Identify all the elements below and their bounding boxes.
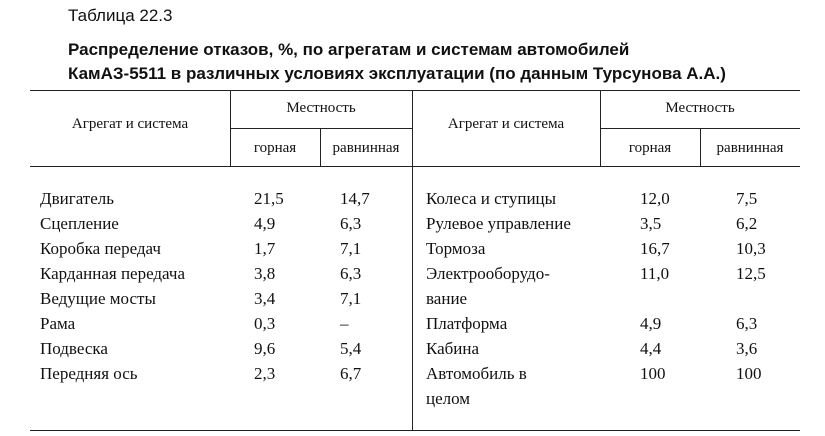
row-plain: 6,3: [340, 264, 362, 283]
title-line-1: Распределение отказов, %, по агрегатам и системам автомобилей: [68, 40, 630, 59]
row-name: Ведущие мосты: [40, 289, 156, 308]
row-name-continued: целом: [426, 389, 471, 408]
row-plain: –: [340, 314, 349, 333]
header-mountain-right: горная: [628, 140, 672, 156]
row-plain: 10,3: [736, 239, 766, 258]
row-name: Подвеска: [40, 339, 108, 358]
header-mountain-left: горная: [253, 140, 297, 156]
row-name: Рулевое управление: [426, 214, 571, 233]
row-mountain: 4,9: [254, 214, 276, 233]
row-mountain: 21,5: [254, 189, 284, 208]
top-border: [30, 90, 800, 91]
row-mountain: 11,0: [640, 264, 670, 283]
row-name: Рама: [40, 314, 76, 333]
row-plain: 6,3: [736, 314, 758, 333]
table-title: [68, 38, 818, 86]
row-mountain: 100: [640, 364, 666, 383]
row-mountain: 3,5: [640, 214, 662, 233]
header-terrain-left: Местность: [286, 100, 356, 116]
row-name: Электрооборудо-: [426, 264, 550, 283]
row-name: Коробка передач: [40, 239, 161, 258]
row-plain: 6,2: [736, 214, 758, 233]
row-mountain: 4,9: [640, 314, 662, 333]
divider-middle: [412, 90, 413, 430]
row-mountain: 3,8: [254, 264, 276, 283]
header-plain-left: равнинная: [332, 140, 400, 156]
row-name: Автомобиль в: [426, 364, 527, 383]
row-mountain: 3,4: [254, 289, 276, 308]
row-plain: 12,5: [736, 264, 766, 283]
header-terrain-right: Местность: [665, 100, 735, 116]
row-plain: 7,5: [736, 189, 758, 208]
row-name: Сцепление: [40, 214, 119, 233]
row-plain: 7,1: [340, 289, 362, 308]
row-plain: 14,7: [340, 189, 370, 208]
row-name: Передняя ось: [40, 364, 138, 383]
header-plain-right: равнинная: [716, 140, 784, 156]
row-name: Платформа: [426, 314, 508, 333]
failure-distribution-table: [30, 90, 800, 432]
row-mountain: 4,4: [640, 339, 662, 358]
row-plain: 5,4: [340, 339, 362, 358]
row-name: Колеса и ступицы: [426, 189, 557, 208]
row-plain: 3,6: [736, 339, 758, 358]
row-mountain: 1,7: [254, 239, 276, 258]
row-name: Тормоза: [426, 239, 486, 258]
row-mountain: 9,6: [254, 339, 276, 358]
row-mountain: 2,3: [254, 364, 276, 383]
row-name-continued: вание: [426, 289, 468, 308]
row-plain: 100: [736, 364, 762, 383]
table-caption: Таблица 22.3: [68, 6, 173, 25]
header-bottom-border: [30, 166, 800, 167]
row-plain: 6,7: [340, 364, 362, 383]
header-aggregate-left: Агрегат и система: [71, 116, 189, 132]
header-aggregate-right: Агрегат и система: [447, 116, 565, 132]
row-mountain: 12,0: [640, 189, 670, 208]
bottom-border: [30, 430, 800, 431]
title-line-2: КамАЗ-5511 в различных условиях эксплуатации (по данным Турсунова А.А.): [68, 64, 726, 83]
header-split-left: [230, 128, 412, 129]
row-mountain: 16,7: [640, 239, 670, 258]
row-name: Карданная передача: [40, 264, 186, 283]
row-plain: 7,1: [340, 239, 362, 258]
row-mountain: 0,3: [254, 314, 276, 333]
row-plain: 6,3: [340, 214, 362, 233]
row-name: Кабина: [426, 339, 480, 358]
row-name: Двигатель: [40, 189, 115, 208]
